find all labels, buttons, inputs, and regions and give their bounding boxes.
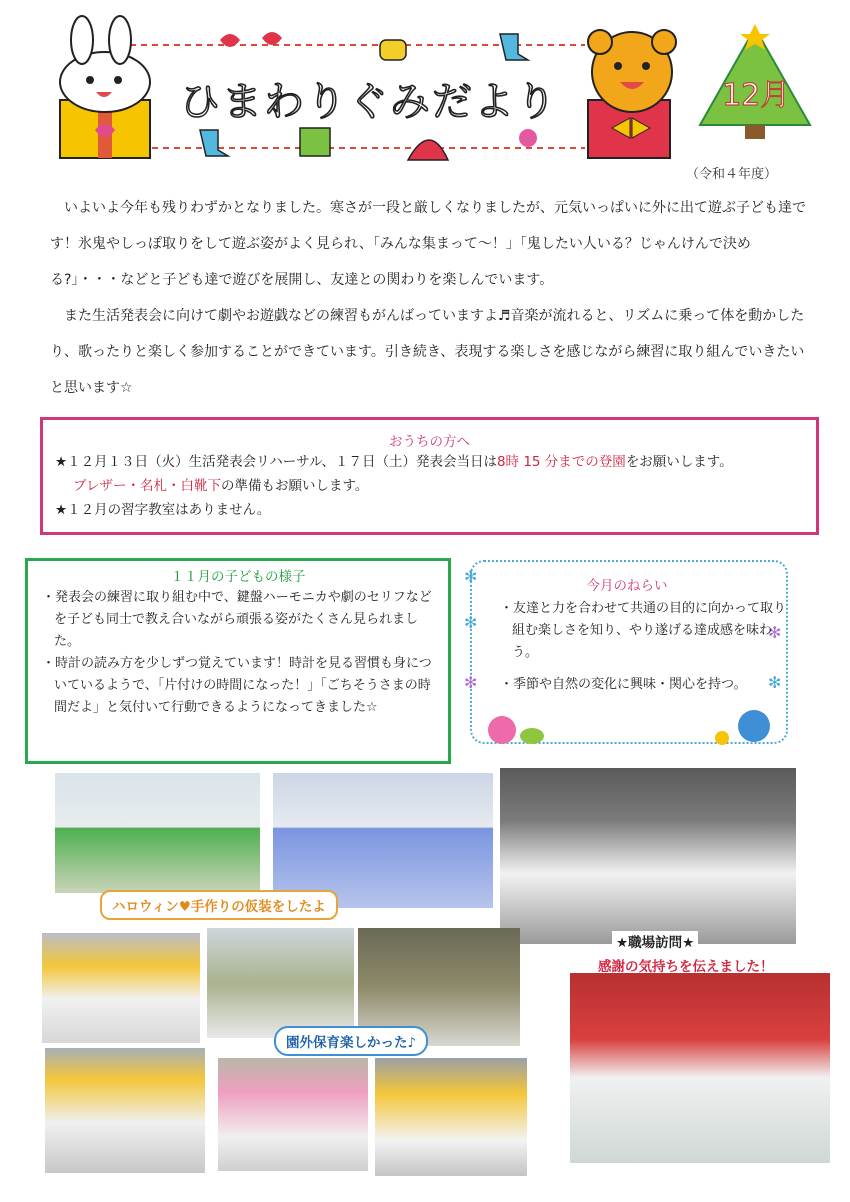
notice-line-1-highlight: 8時 15 分までの登園 bbox=[496, 454, 626, 470]
november-bullet-1: ・発表会の練習に取り組む中で、鍵盤ハーモニカや劇のセリフなどを子ども同士で教え合いながら頑張る姿がたくさん見られました。 bbox=[42, 590, 432, 649]
notice-line-2-b: の準備もお願いします。 bbox=[220, 478, 369, 494]
month-label: 12月 bbox=[722, 78, 791, 113]
november-box bbox=[25, 558, 451, 764]
rabbit-present-icon bbox=[60, 16, 150, 158]
svg-text:✻: ✻ bbox=[768, 623, 782, 642]
bear-present-icon bbox=[588, 30, 676, 158]
photo-halloween-1 bbox=[55, 773, 260, 893]
page-title: ひまわりぐみだより bbox=[180, 79, 558, 125]
caption-workplace-visit: ★職場訪問★ bbox=[612, 931, 698, 951]
photo-outdoor-2 bbox=[207, 928, 354, 1038]
intro-paragraph-1: いよいよ今年も残りわずかとなりました。寒さが一段と厳しくなりましたが、元気いっぱいに外に出て遊ぶ子ども達です！氷鬼やしっぽ取りをして遊ぶ姿がよく見られ、「みんな集まって〜！」「鬼したい人いる？じゃんけんで決める?」・・・などと子ども達で遊びを展開し、友達との関わりを楽しんでいます。 bbox=[50, 200, 806, 288]
aim-title: 今月のねらい bbox=[586, 578, 668, 594]
photo-fire-station bbox=[570, 973, 830, 1163]
photo-outdoor-6 bbox=[375, 1058, 527, 1176]
aim-bullet-2: ・季節や自然の変化に興味・関心を持つ。 bbox=[500, 677, 747, 692]
caption-thanks: 感謝の気持ちを伝えました！ bbox=[598, 959, 774, 975]
monthly-aim-box bbox=[462, 558, 792, 758]
notice-line-3: ★１２月の習字教室はありません。 bbox=[55, 502, 271, 518]
intro-text bbox=[50, 190, 810, 406]
notice-box bbox=[40, 417, 819, 535]
fiscal-year: （令和４年度） bbox=[686, 167, 778, 182]
november-bullet-2: ・時計の読み方を少しずつ覚えています！時計を見る習慣も身についているようで、「片付けの時間になった！」「ごちそうさまの時間だよ」と気付いて行動できるようになってきました☆ bbox=[42, 656, 432, 715]
notice-line-1-c: をお願いします。 bbox=[625, 454, 733, 470]
caption-halloween: ハロウィン♥手作りの仮装をしたよ bbox=[100, 890, 338, 920]
svg-text:✻: ✻ bbox=[768, 673, 782, 692]
photo-outdoor-5 bbox=[218, 1058, 368, 1171]
notice-line-1 bbox=[55, 450, 816, 474]
notice-title: おうちの方へ bbox=[389, 434, 470, 450]
photo-halloween-2 bbox=[273, 773, 493, 908]
notice-line-2-highlight: ブレザー・名札・白靴下 bbox=[73, 478, 221, 494]
photo-outdoor-1 bbox=[42, 933, 200, 1043]
november-title: １１月の子どもの様子 bbox=[170, 569, 306, 585]
svg-text:✻: ✻ bbox=[464, 567, 478, 586]
notice-line-2 bbox=[73, 474, 816, 498]
svg-text:✻: ✻ bbox=[464, 673, 478, 692]
intro-paragraph-2: また生活発表会に向けて劇やお遊戯などの練習もがんばっていますよ♬音楽が流れると、リズムに乗って体を動かしたり、歌ったりと楽しく参加することができています。引き続き、表現する楽しさを感じながら練習に取り組んでいきたいと思います☆ bbox=[50, 308, 805, 396]
aim-bullet-1: ・友達と力を合わせて共通の目的に向かって取り組む楽しさを知り、やり遂げる達成感を味わう。 bbox=[500, 601, 787, 660]
photo-outdoor-4 bbox=[45, 1048, 205, 1173]
svg-text:✻: ✻ bbox=[464, 613, 478, 632]
character-icons bbox=[488, 710, 770, 745]
header bbox=[0, 0, 850, 182]
photo-workplace-visit bbox=[500, 768, 796, 944]
notice-line-1-a: ★１２月１３日（火）生活発表会リハーサル、１７日（土）発表会当日は bbox=[55, 454, 497, 470]
caption-outdoor: 園外保育楽しかった♪ bbox=[274, 1026, 428, 1056]
